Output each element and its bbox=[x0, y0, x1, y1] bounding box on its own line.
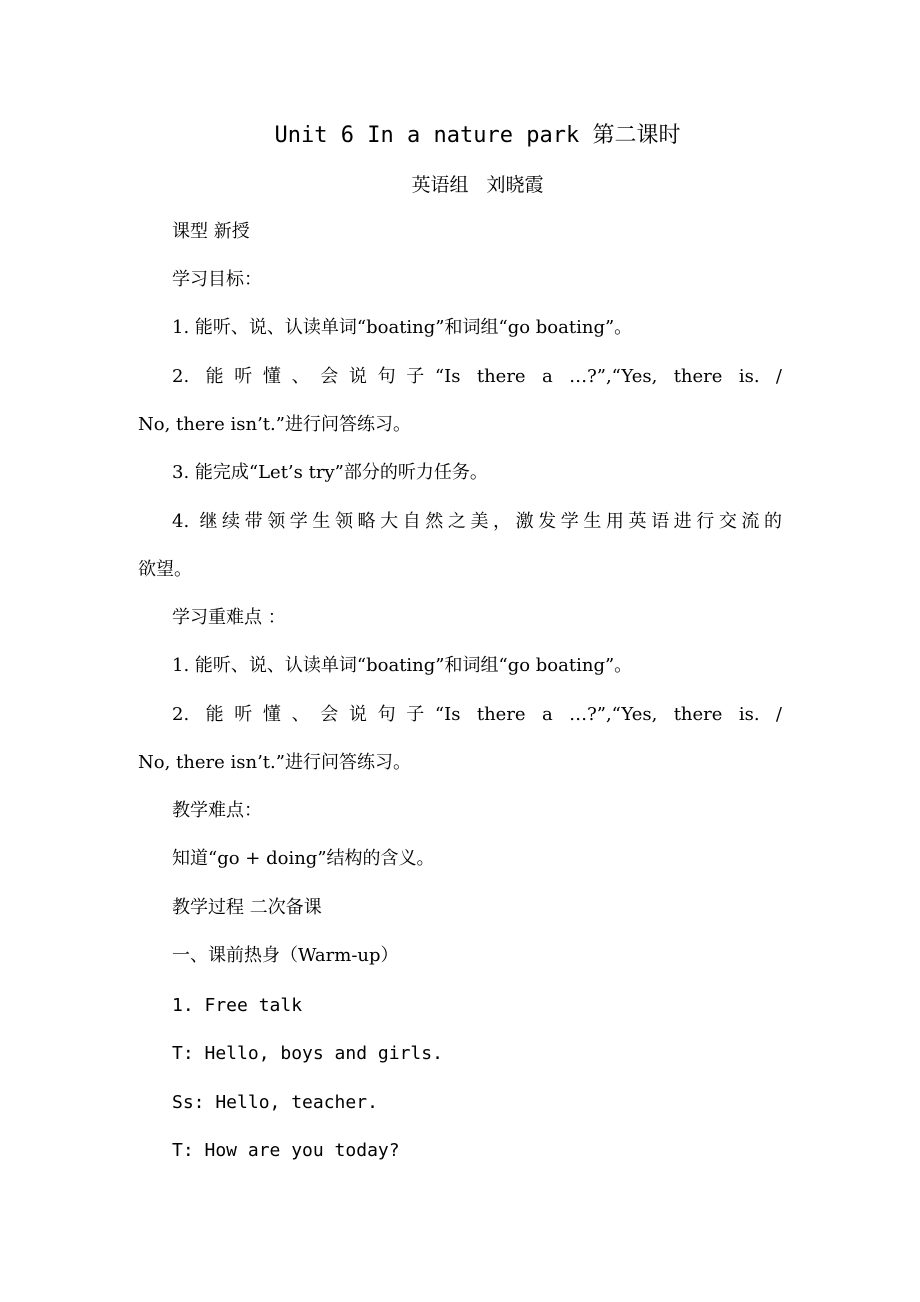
section-warm-up: 一、课前热身（Warm-up） bbox=[172, 945, 399, 966]
key-point-item-continued: No, there isn’t.”进行问答练习。 bbox=[138, 752, 411, 773]
objective-item: 2. 能听懂、会说句子“Is there a …?”,“Yes, there is. / bbox=[172, 366, 782, 387]
key-points-heading: 学习重难点 ： bbox=[172, 607, 286, 628]
objective-item: 4. 继续带领学生领略大自然之美，激发学生用英语进行交流的 bbox=[172, 511, 782, 532]
objectives-heading: 学习目标： bbox=[172, 269, 262, 290]
document-title bbox=[0, 118, 920, 154]
dialogue-line: T: How are you today? bbox=[172, 1140, 400, 1161]
title-chinese: 第二课时 bbox=[592, 123, 681, 148]
title-english: Unit 6 In a nature park bbox=[274, 123, 593, 148]
author-line: 英语组 刘晓霞 bbox=[411, 174, 544, 196]
objective-item: 3. 能完成“Let’s try”部分的听力任务。 bbox=[172, 462, 488, 483]
free-talk-item: 1. Free talk bbox=[172, 995, 303, 1016]
process-heading: 教学过程 二次备课 bbox=[172, 897, 322, 918]
key-point-item: 2. 能听懂、会说句子“Is there a …?”,“Yes, there is. / bbox=[172, 704, 782, 725]
key-point-item: 1. 能听、说、认读单词“boating”和词组“go boating”。 bbox=[172, 655, 633, 676]
objective-item-continued: No, there isn’t.”进行问答练习。 bbox=[138, 414, 411, 435]
dialogue-line: T: Hello, boys and girls. bbox=[172, 1043, 443, 1064]
course-type: 课型 新授 bbox=[172, 221, 250, 242]
objective-item: 1. 能听、说、认读单词“boating”和词组“go boating”。 bbox=[172, 317, 633, 338]
dialogue-line: Ss: Hello, teacher. bbox=[172, 1092, 378, 1113]
objective-item-continued: 欲望。 bbox=[138, 559, 192, 580]
difficulty-text: 知道“go + doing”结构的含义。 bbox=[172, 848, 435, 869]
difficulty-heading: 教学难点： bbox=[172, 800, 262, 821]
